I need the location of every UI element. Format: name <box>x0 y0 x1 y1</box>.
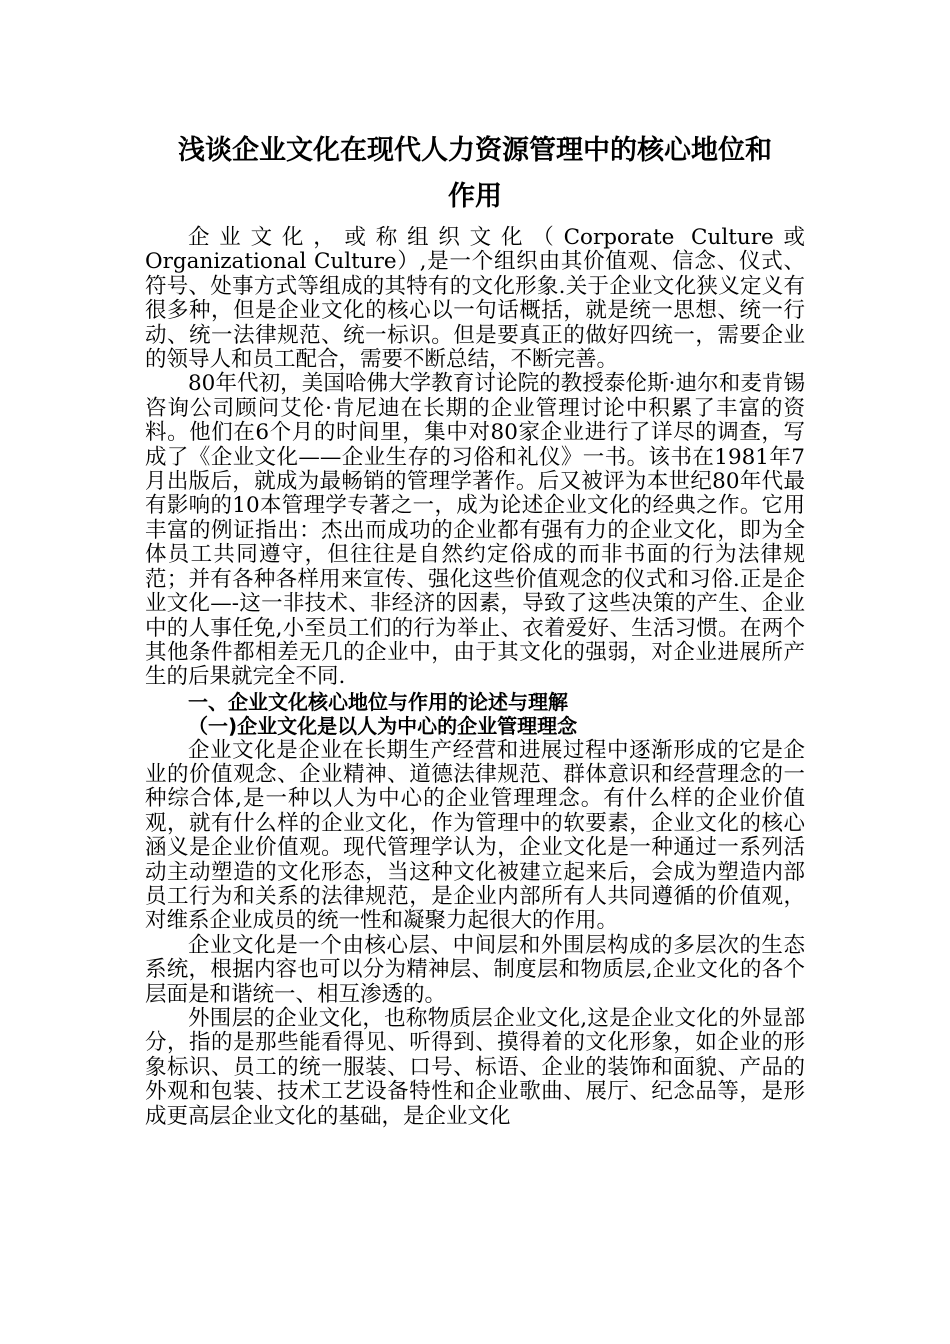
document-title-line-1: 浅谈企业文化在现代人力资源管理中的核心地位和 <box>178 135 772 166</box>
paragraph-definition: 企业文化是企业在长期生产经营和进展过程中逐渐形成的它是企业的价值观念、企业精神、道德法律规范、群体意识和经营理念的一种综合体,是一种以人为中心的企业管理理念。有什么样的企业价值观，就有什么样的企业文化，作为管理中的软要素，企业文化的核心涵义是企业价值观。现代管理学认为，企业文化是一种通过一系列活动主动塑造的文化形态，当这种文化被建立起来后，会成为塑造内部员工行为和关系的法律规范，是企业内部所有人共同遵循的价值观，对维系企业成员的统一性和凝聚力起很大的作用。 <box>145 737 805 934</box>
paragraph-outer-layer: 外围层的企业文化，也称物质层企业文化,这是企业文化的外显部分，指的是那些能看得见、听得到、摸得着的文化形象，如企业的形象标识、员工的统一服装、口号、标语、企业的装饰和面貌、产品的外观和包装、技术工艺设备特性和企业歌曲、展厅、纪念品等，是形成更高层企业文化的基础，是企业文化 <box>145 1006 805 1129</box>
paragraph-history: 80年代初，美国哈佛大学教育讨论院的教授泰伦斯·迪尔和麦肯锡咨询公司顾问艾伦·肯尼迪在长期的企业管理讨论中积累了丰富的资料。他们在6个月的时间里，集中对80家企业进行了详尽的调查，写成了《企业文化——企业生存的习俗和礼仪》一书。该书在1981年7月出版后，就成为最畅销的管理学著作。后又被评为本世纪80年代最有影响的10本管理学专著之一，成为论述企业文化的经典之作。它用丰富的例证指出：杰出而成功的企业都有强有力的企业文化，即为全体员工共同遵守，但往往是自然约定俗成的而非书面的行为法律规范；并有各种各样用来宣传、强化这些价值观念的仪式和习俗.正是企业文化—-这一非技术、非经济的因素，导致了这些决策的产生、企业中的人事任免,小至员工们的行为举止、衣着爱好、生活习惯。在两个其他条件都相差无几的企业中，由于其文化的强弱，对企业进展所产生的后果就完全不同. <box>145 371 805 690</box>
paragraph-layers: 企业文化是一个由核心层、中间层和外围层构成的多层次的生态系统，根据内容也可以分为精神层、制度层和物质层,企业文化的各个层面是和谐统一、相互渗透的。 <box>145 932 805 1007</box>
document-title-line-2: 作用 <box>448 181 502 212</box>
subsection-heading: （一)企业文化是以人为中心的企业管理理念 <box>188 714 578 739</box>
section-heading: 一、企业文化核心地位与作用的论述与理解 <box>188 689 568 714</box>
paragraph-intro: 企业文化，或称组织文化（Corporate Culture或Organizational Culture）,是一个组织由其价值观、信念、仪式、符号、处事方式等组成的其特有的文化形象.关于企业文化狭义定义有很多种，但是企业文化的核心以一句话概括，就是统一思想、统一行动、统一法律规范、统一标识。但是要真正的做好四统一，需要企业的领导人和员工配合，需要不断总结，不断完善。 <box>145 225 805 373</box>
document-body <box>145 226 805 1129</box>
